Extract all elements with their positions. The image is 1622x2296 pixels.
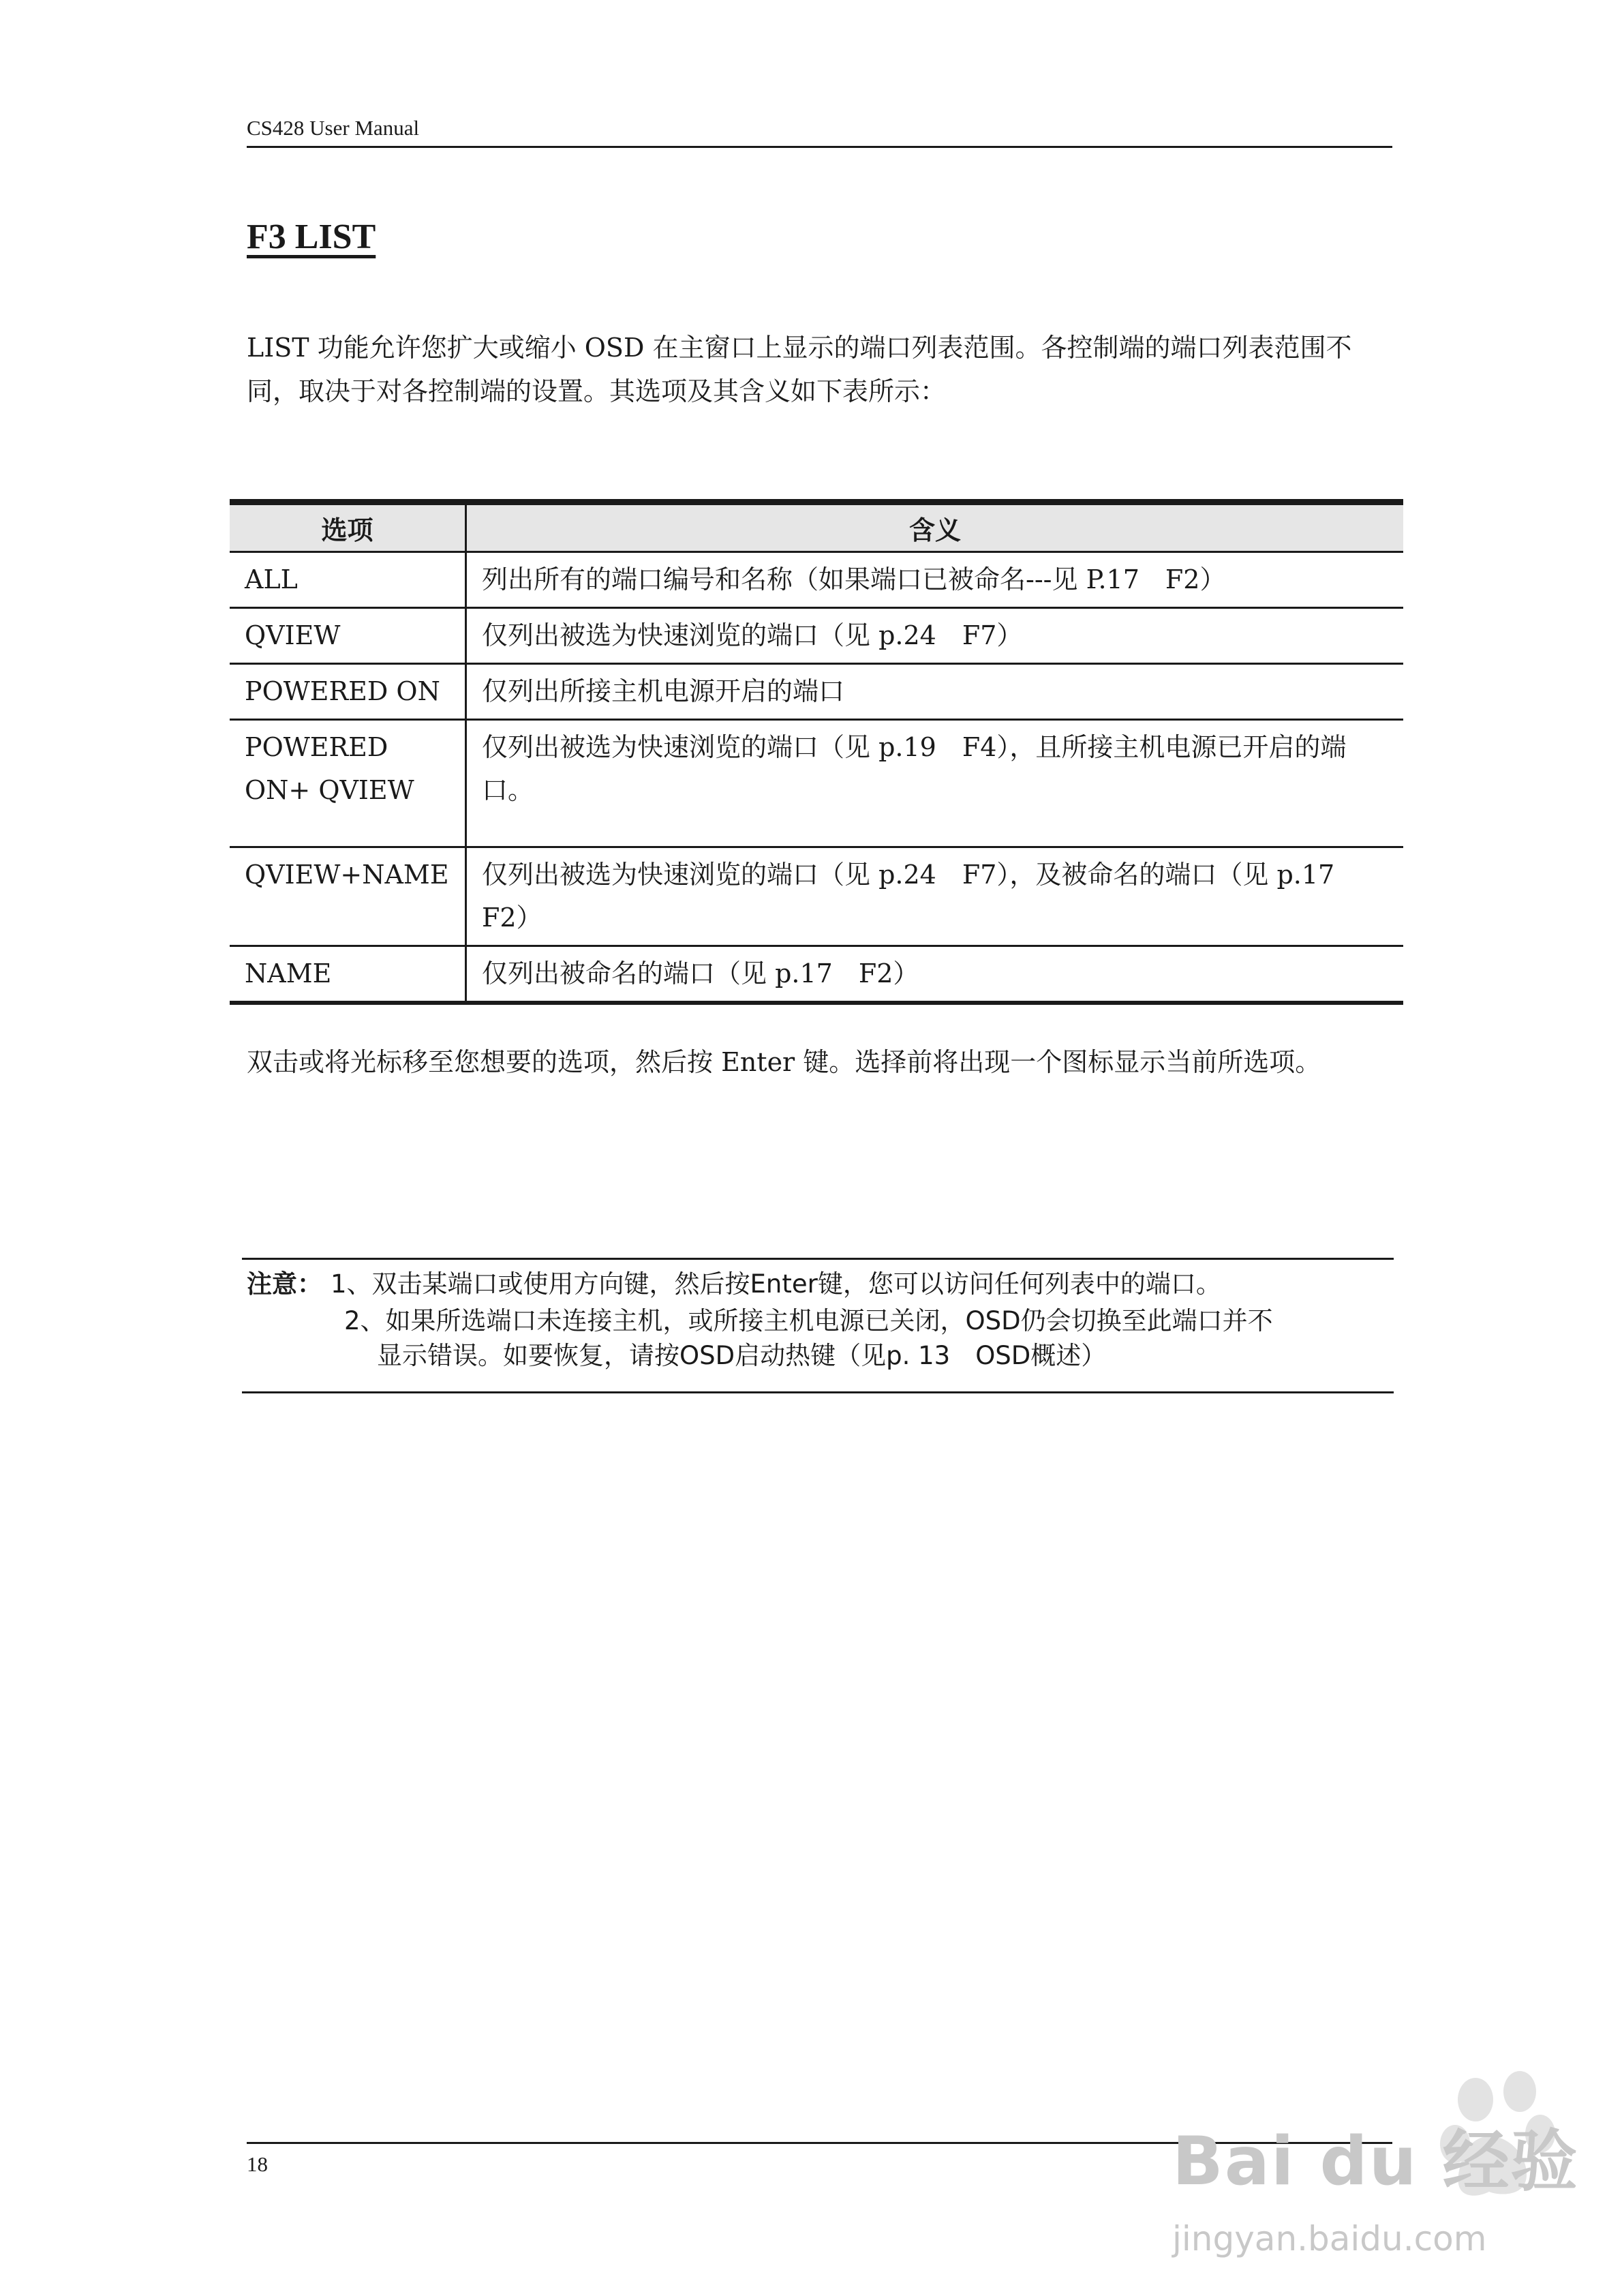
table-row xyxy=(230,720,1403,847)
note-bottom-rule xyxy=(242,1391,1394,1393)
option-cell: POWERED ON xyxy=(230,664,466,720)
option-cell: ALL xyxy=(230,552,466,608)
meaning-cell: 仅列出被命名的端口（见 p.17 F2） xyxy=(466,946,1404,1003)
note-item-1: 1、双击某端口或使用方向键，然后按Enter键，您可以访问任何列表中的端口。 xyxy=(331,1269,1221,1299)
intro-paragraph: LIST 功能允许您扩大或缩小 OSD 在主窗口上显示的端口列表范围。各控制端的端口列表范围不同，取决于对各控制端的设置。其选项及其含义如下表所示： xyxy=(247,333,1352,406)
section-title: F3 LIST xyxy=(247,217,376,256)
running-header: CS428 User Manual xyxy=(247,116,420,140)
column-header-meaning: 含义 xyxy=(466,502,1404,552)
table-row xyxy=(230,847,1403,946)
note-top-rule xyxy=(242,1258,1394,1260)
instruction-paragraph: 双击或将光标移至您想要的选项，然后按 Enter 键。选择前将出现一个图标显示当前所选项。 xyxy=(247,1047,1321,1077)
table-row xyxy=(230,552,1403,608)
table-row xyxy=(230,664,1403,720)
option-cell: QVIEW xyxy=(230,608,466,664)
option-cell: NAME xyxy=(230,946,466,1003)
meaning-cell: 仅列出被选为快速浏览的端口（见 p.19 F4），且所接主机电源已开启的端口。 xyxy=(466,720,1404,847)
note-item-2-continuation: 显示错误。如要恢复，请按OSD启动热键（见p. 13 OSD概述） xyxy=(377,1341,1107,1370)
note-label: 注意： xyxy=(247,1269,322,1299)
meaning-cell: 仅列出被选为快速浏览的端口（见 p.24 F7），及被命名的端口（见 p.17 F2） xyxy=(466,847,1404,946)
meaning-cell: 仅列出被选为快速浏览的端口（见 p.24 F7） xyxy=(466,608,1404,664)
column-header-option: 选项 xyxy=(230,502,466,552)
options-table xyxy=(230,499,1403,1005)
option-cell: POWERED ON+ QVIEW xyxy=(230,720,466,847)
meaning-cell: 列出所有的端口编号和名称（如果端口已被命名---见 P.17 F2） xyxy=(466,552,1404,608)
page-number: 18 xyxy=(247,2152,268,2176)
table-row xyxy=(230,608,1403,664)
watermark-url: jingyan.baidu.com xyxy=(1172,2219,1487,2259)
option-cell: QVIEW+NAME xyxy=(230,847,466,946)
table-row xyxy=(230,946,1403,1003)
table-header-row xyxy=(230,502,1403,552)
watermark-logo-text: Bai du 经验 xyxy=(1172,2123,1579,2201)
header-rule xyxy=(247,146,1392,148)
meaning-cell: 仅列出所接主机电源开启的端口 xyxy=(466,664,1404,720)
note-item-2: 2、如果所选端口未连接主机，或所接主机电源已关闭，OSD仍会切换至此端口并不 xyxy=(344,1306,1273,1335)
